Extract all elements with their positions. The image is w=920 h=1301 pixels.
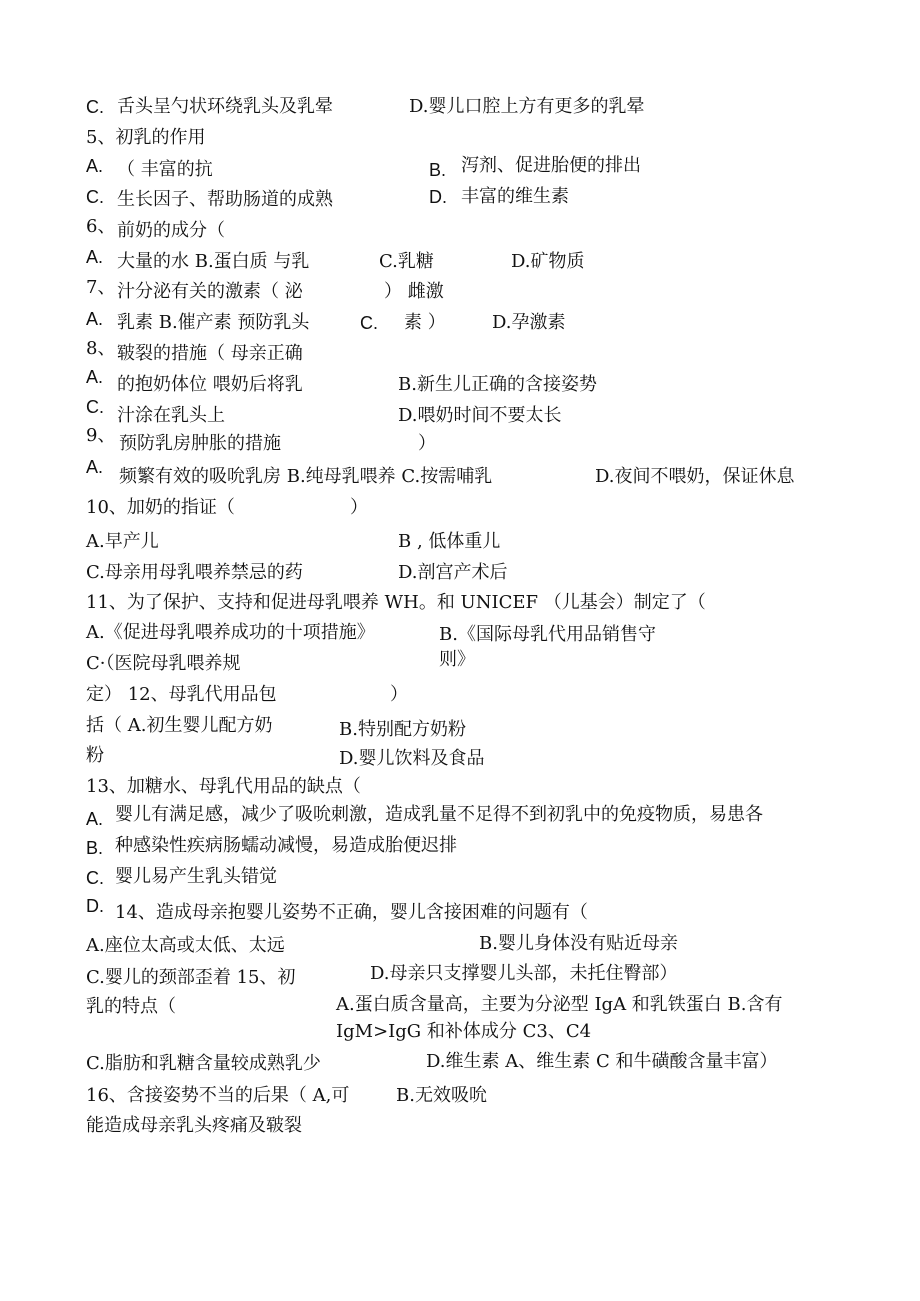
text-line: C.脂肪和乳糖含量较成熟乳少 xyxy=(86,1053,321,1074)
text-line: 则》 xyxy=(439,649,475,670)
text-line: A. xyxy=(86,367,104,387)
text-line: C·（医院母乳喂养规 xyxy=(86,653,241,674)
text-line: 10、加奶的指证（ xyxy=(86,497,235,518)
text-line: 种感染性疾病肠蠕动减慢，易造成胎便迟排 xyxy=(115,835,457,856)
text-line: A. xyxy=(86,247,104,267)
text-line: B.《国际母乳代用品销售守 xyxy=(439,624,656,645)
text-line: C.乳糖 xyxy=(379,251,434,272)
text-line: D. xyxy=(86,896,104,916)
text-line: 6、 xyxy=(86,216,116,237)
text-line: 14、造成母亲抱婴儿姿势不正确，婴儿含接困难的问题有（ xyxy=(115,902,588,923)
text-line: 频繁有效的吸吮乳房 B.纯母乳喂养 C.按需哺乳 xyxy=(119,466,493,487)
text-line: 素 ） xyxy=(404,312,446,333)
text-line: B.特别配方奶粉 xyxy=(339,719,466,740)
text-line: B.新生儿正确的含接姿势 xyxy=(398,374,597,395)
text-line: C.母亲用母乳喂养禁忌的药 xyxy=(86,562,303,583)
text-line: 定） 12、母乳代用品包 xyxy=(86,684,277,705)
text-line: B.无效吸吮 xyxy=(396,1085,487,1106)
text-line: 皲裂的措施（ 母亲正确 xyxy=(117,343,303,364)
text-line: 8、 xyxy=(86,338,116,359)
text-line: D.婴儿饮料及食品 xyxy=(339,748,485,769)
text-line: 生长因子、帮助肠道的成熟 xyxy=(117,189,333,210)
text-line: C. xyxy=(86,397,104,417)
text-line: C. xyxy=(86,868,104,888)
text-line: ） xyxy=(390,684,408,705)
text-line: A.蛋白质含量高，主要为分泌型 IgA 和乳铁蛋白 B.含有 xyxy=(336,994,783,1015)
text-line: C. xyxy=(86,97,104,117)
text-line: 乳素 B.催产素 预防乳头 xyxy=(117,312,310,333)
text-line: B , 低体重儿 xyxy=(398,531,501,552)
text-line: B. xyxy=(86,838,104,858)
text-line: 汁涂在乳头上 xyxy=(117,405,225,426)
text-line: 7、 xyxy=(86,277,116,298)
text-line: D. xyxy=(429,187,447,207)
text-line: C. xyxy=(86,187,104,207)
text-line: D.母亲只支撑婴儿头部，未托住臀部） xyxy=(370,963,678,984)
text-line: 大量的水 B.蛋白质 与乳 xyxy=(117,251,310,272)
text-line: 丰富的维生素 xyxy=(461,186,569,207)
text-line: D.矿物质 xyxy=(511,251,585,272)
text-line: 汁分泌有关的激素（ 泌 xyxy=(117,281,303,302)
text-line: 9、 xyxy=(86,425,116,446)
text-line: 的抱奶体位 喂奶后将乳 xyxy=(117,374,303,395)
text-line: C. xyxy=(360,313,378,333)
text-line: ） xyxy=(350,497,368,518)
text-line: 婴儿有满足感，减少了吸吮刺激，造成乳量不足得不到初乳中的免疫物质，易患各 xyxy=(115,804,763,825)
text-line: A.《促进母乳喂养成功的十项措施》 xyxy=(86,622,375,643)
text-line: 婴儿易产生乳头错觉 xyxy=(115,866,277,887)
text-line: D.剖宫产术后 xyxy=(398,562,508,583)
text-line: 5、初乳的作用 xyxy=(86,127,206,148)
text-line: 前奶的成分（ xyxy=(117,220,225,241)
text-line: B.婴儿身体没有贴近母亲 xyxy=(479,933,678,954)
text-line: A. xyxy=(86,156,104,176)
text-line: 乳的特点（ xyxy=(86,996,176,1017)
text-line: D.孕激素 xyxy=(492,312,566,333)
text-line: A.早产儿 xyxy=(86,531,159,552)
text-line: A. xyxy=(86,809,104,829)
text-line: 11、为了保护、支持和促进母乳喂养 WH。和 UNICEF （儿基会）制定了（ xyxy=(86,592,706,613)
text-line: 16、含接姿势不当的后果（ A,可 xyxy=(86,1085,350,1106)
text-line: D.维生素 A、维生素 C 和牛磺酸含量丰富） xyxy=(426,1051,778,1072)
text-line: 能造成母亲乳头疼痛及皲裂 xyxy=(86,1115,302,1136)
text-line: 预防乳房肿胀的措施 xyxy=(119,433,281,454)
text-line: ） xyxy=(418,433,436,454)
text-line: 括（ A.初生婴儿配方奶 xyxy=(86,715,273,736)
text-line: ） 雌激 xyxy=(384,281,444,302)
text-line: B. xyxy=(429,160,447,180)
text-line: IgM>IgG 和补体成分 C3、C4 xyxy=(336,1021,592,1042)
text-line: （ 丰富的抗 xyxy=(117,159,213,180)
text-line: A.座位太高或太低、太远 xyxy=(86,935,285,956)
text-line: 粉 xyxy=(86,745,104,766)
text-line: D.喂奶时间不要太长 xyxy=(398,405,562,426)
text-line: C.婴儿的颈部歪着 15、初 xyxy=(86,967,296,988)
text-line: A. xyxy=(86,457,104,477)
text-line: A. xyxy=(86,309,104,329)
text-line: D.夜间不喂奶，保证休息 xyxy=(595,466,795,487)
text-line: 舌头呈勺状环绕乳头及乳晕 xyxy=(117,96,333,117)
text-line: 泻剂、促进胎便的排出 xyxy=(461,155,641,176)
text-line: D.婴儿口腔上方有更多的乳晕 xyxy=(409,96,645,117)
text-line: 13、加糖水、母乳代用品的缺点（ xyxy=(86,776,361,797)
